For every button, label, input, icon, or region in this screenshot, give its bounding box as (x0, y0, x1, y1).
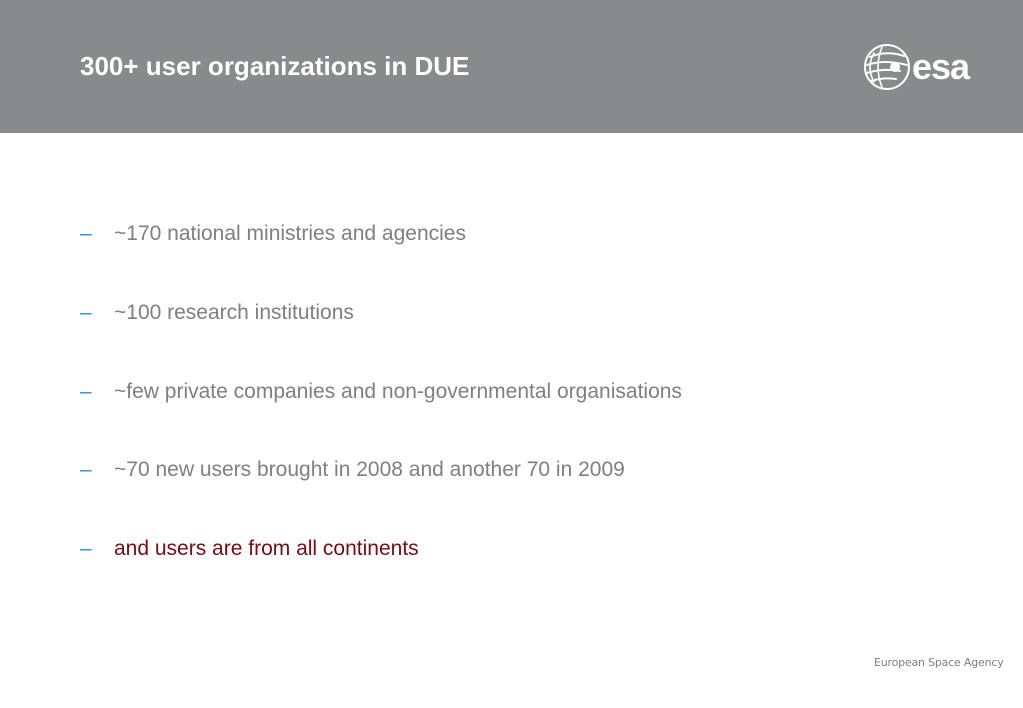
bullet-dash: – (80, 222, 92, 245)
bullet-dash: – (80, 380, 92, 403)
bullet-dash: – (80, 301, 92, 324)
footer-agency-name: European Space Agency (874, 656, 1004, 669)
bullet-text: ~few private companies and non-governmental organisations (114, 380, 682, 403)
bullet-text: ~170 national ministries and agencies (114, 222, 466, 245)
bullet-dash: – (80, 458, 92, 481)
bullet-text: ~70 new users brought in 2008 and another 70 in 2009 (114, 458, 625, 481)
bullet-dash: – (80, 537, 92, 560)
bullet-text: ~100 research institutions (114, 301, 354, 324)
esa-globe-icon (865, 45, 909, 89)
header-bar (0, 0, 1023, 133)
esa-wordmark: esa (912, 46, 970, 87)
esa-logo (862, 40, 1002, 94)
bullet-text-highlight: and users are from all continents (114, 537, 419, 560)
slide-title: 300+ user organizations in DUE (80, 51, 470, 81)
